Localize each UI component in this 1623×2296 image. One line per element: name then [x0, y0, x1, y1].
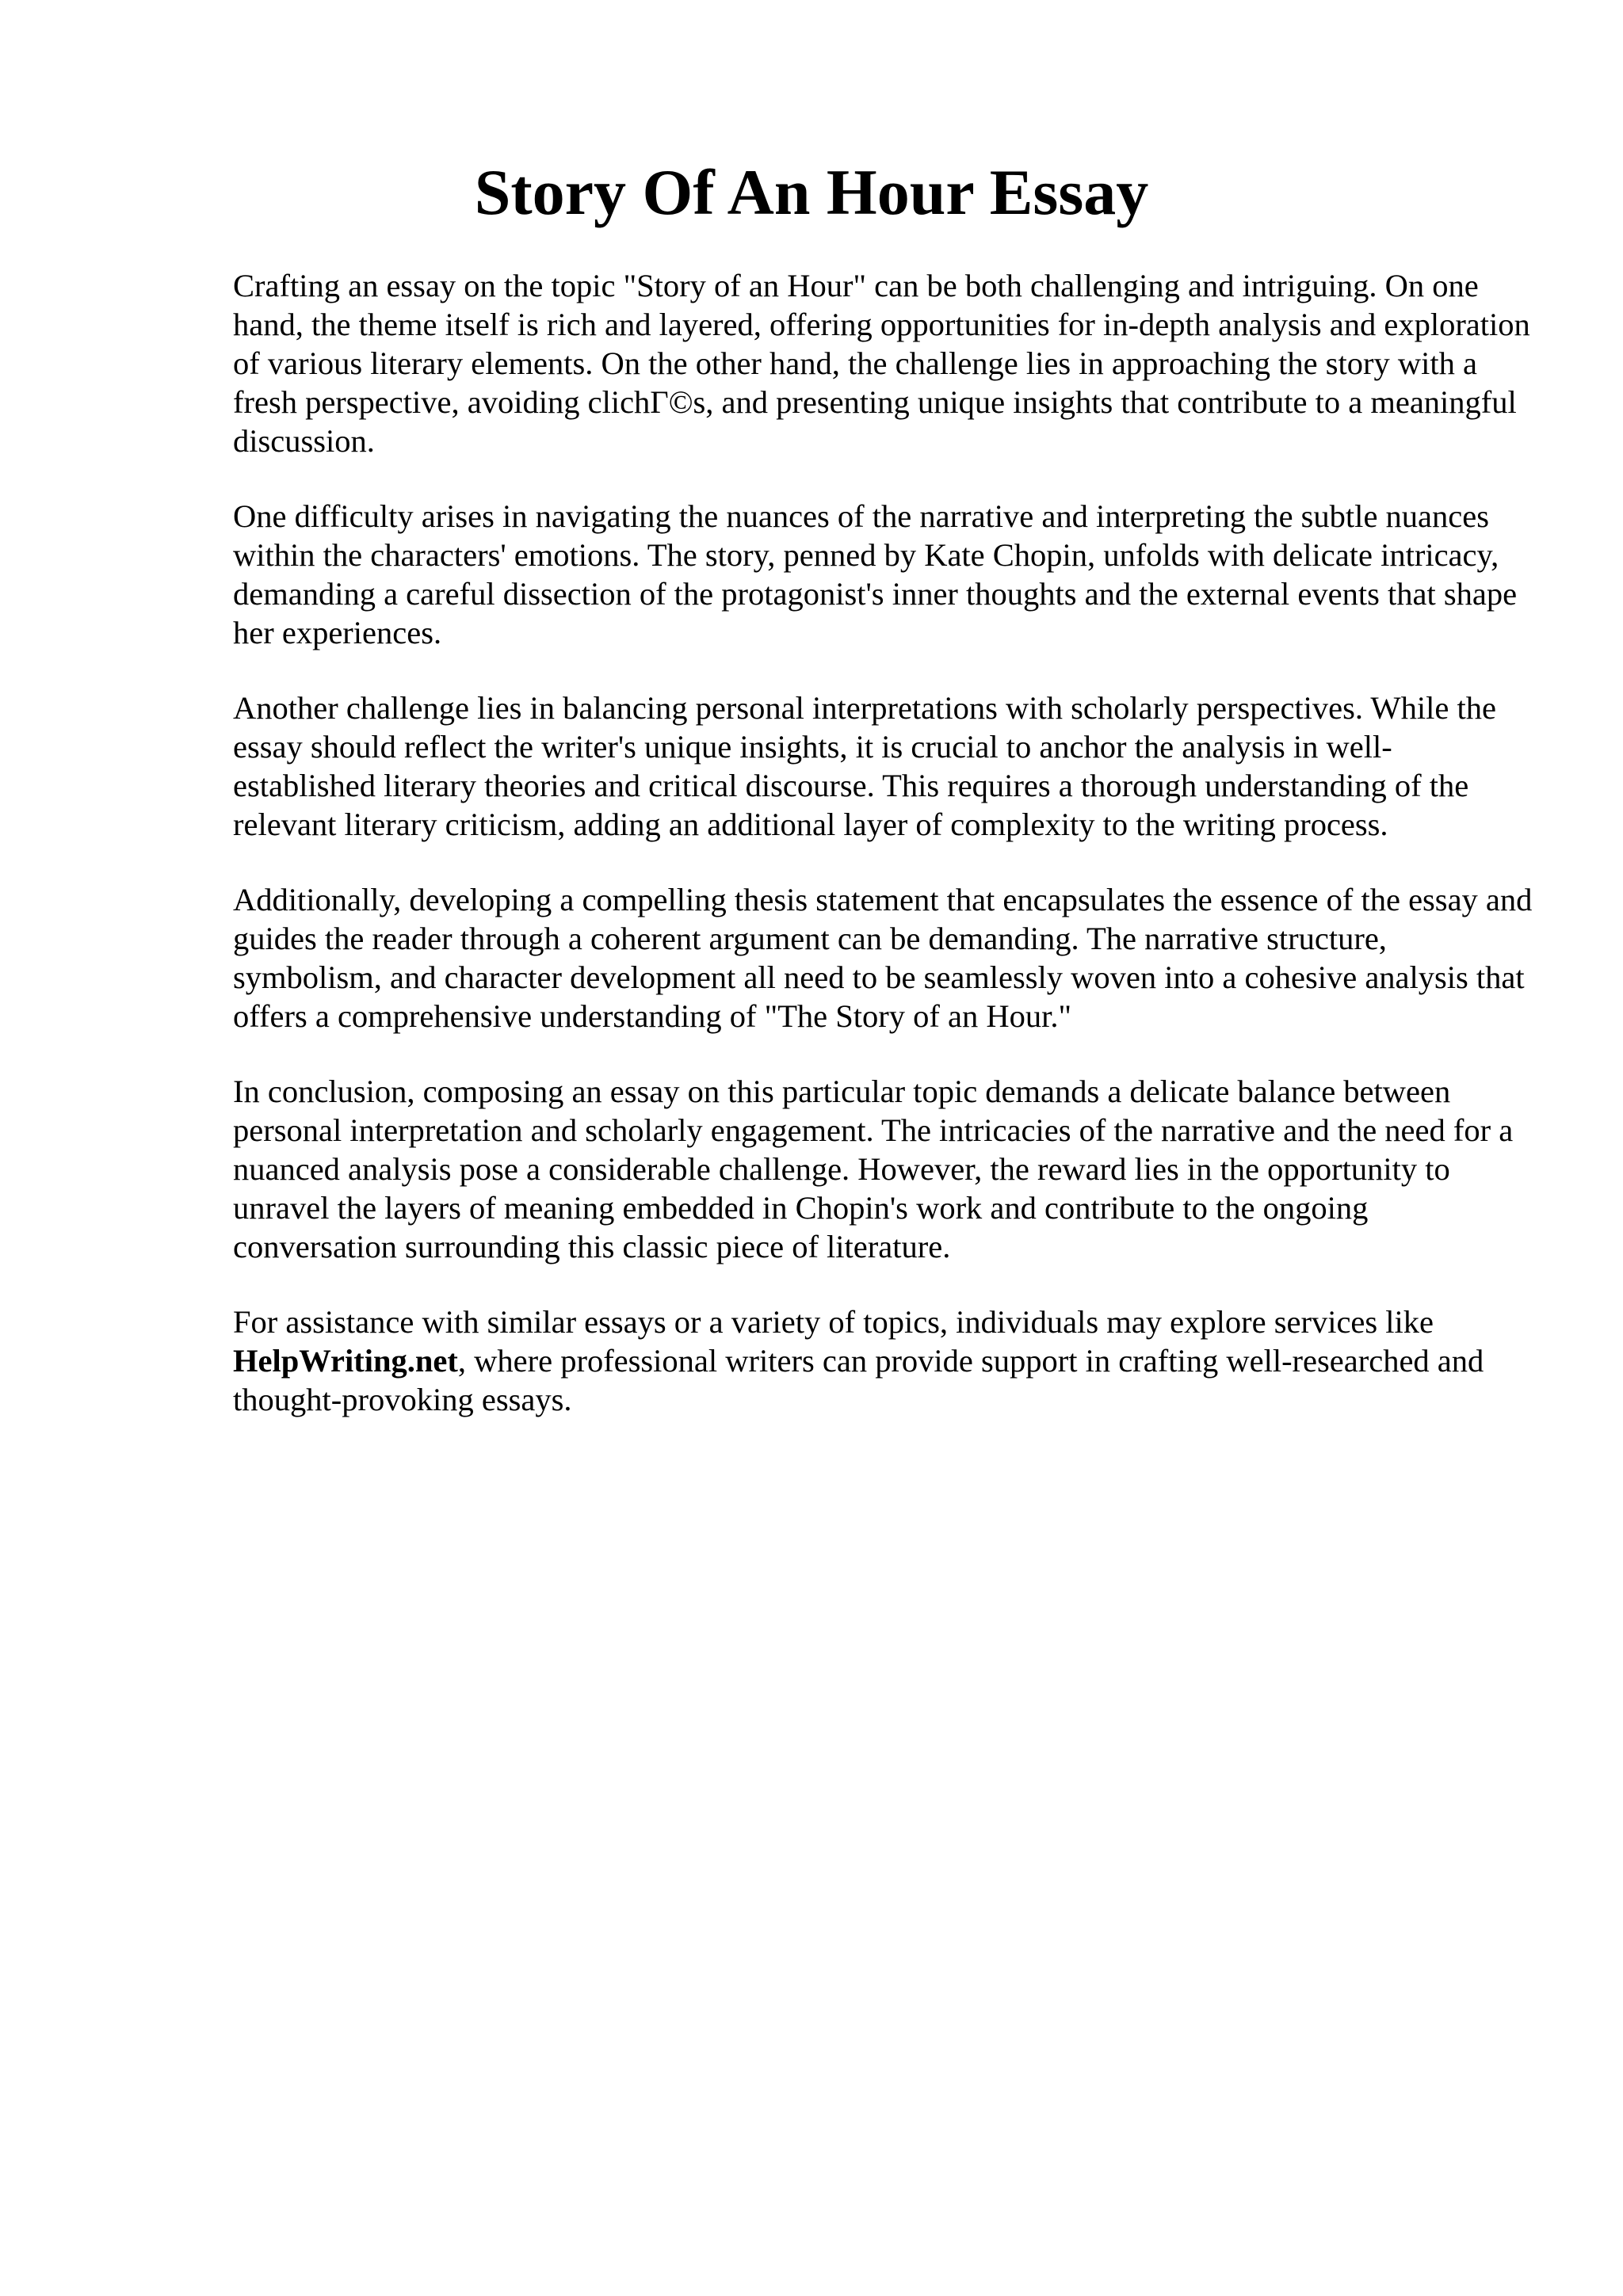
- closing-outro: , where professional writers can provide support in crafting well-researched and thought-provoking essays.: [233, 1343, 1484, 1417]
- paragraph-3: Another challenge lies in balancing personal interpretations with scholarly perspectives. While the essay should reflect the writer's unique insights, it is crucial to anchor the analysis in well-established literary theories and critical discourse. This requires a thorough understanding of the relevant literary criticism, adding an additional layer of complexity to the writing process.: [233, 690, 1496, 842]
- paragraph-1: Crafting an essay on the topic "Story of an Hour" can be both challenging and intriguing. On one hand, the theme itself is rich and layered, offering opportunities for in-depth analysis and exploration of various literary elements. On the other hand, the challenge lies in approaching the story with a fresh perspective, avoiding clichΓ©s, and presenting unique insights that contribute to a meaningful discussion.: [233, 268, 1530, 459]
- closing-paragraph: [233, 1302, 1533, 1419]
- closing-intro: For assistance with similar essays or a variety of topics, individuals may explore services like: [233, 1304, 1434, 1340]
- page-title: Story Of An Hour Essay: [474, 156, 1149, 228]
- paragraph-2: One difficulty arises in navigating the nuances of the narrative and interpreting the subtle nuances within the characters' emotions. The story, penned by Kate Chopin, unfolds with delicate intricacy, demanding a careful dissection of the protagonist's inner thoughts and the external events that shape her experiences.: [233, 498, 1518, 650]
- essay-body: [233, 266, 1533, 1455]
- paragraph-5: In conclusion, composing an essay on this particular topic demands a delicate balance between personal interpretation and scholarly engagement. The intricacies of the narrative and the need for a nuanced analysis pose a considerable challenge. However, the reward lies in the opportunity to unravel the layers of meaning embedded in Chopin's work and contribute to the ongoing conversation surrounding this classic piece of literature.: [233, 1074, 1514, 1264]
- paragraph-4: Additionally, developing a compelling thesis statement that encapsulates the essence of the essay and guides the reader through a coherent argument can be demanding. The narrative structure, symbolism, and character development all need to be seamlessly woven into a cohesive analysis that offers a comprehensive understanding of "The Story of an Hour.": [233, 882, 1533, 1034]
- brand-name: HelpWriting.net: [233, 1343, 458, 1379]
